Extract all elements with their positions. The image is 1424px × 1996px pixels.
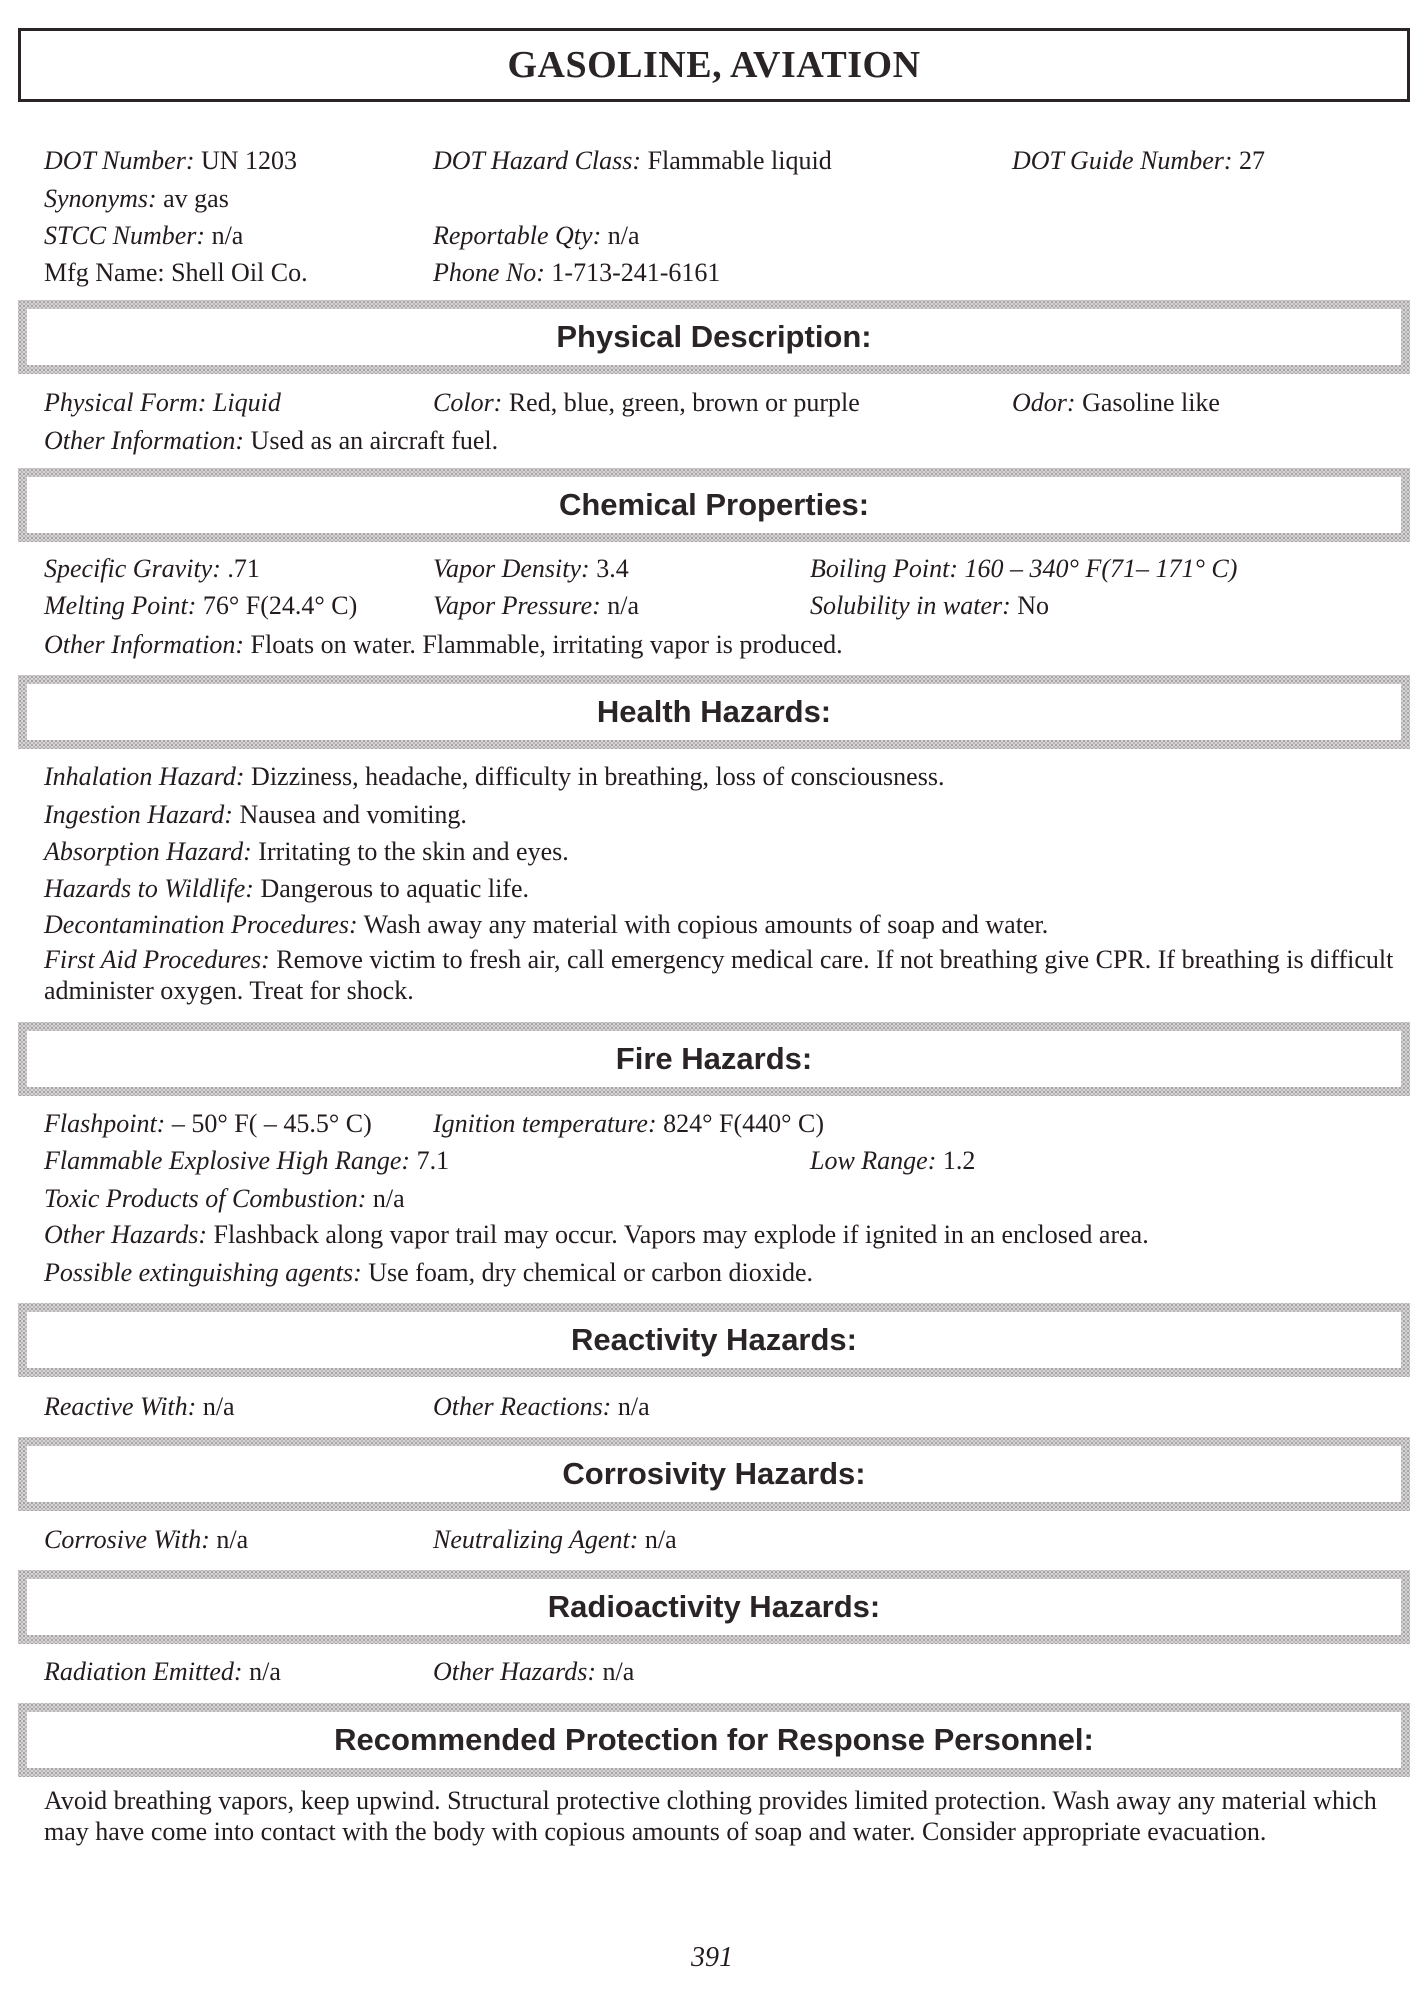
field-value: 27 xyxy=(1232,146,1266,175)
section-title: Fire Hazards: xyxy=(615,1041,813,1076)
high-range-field xyxy=(44,1145,449,1177)
section-header-radioactivity xyxy=(18,1570,1410,1644)
field-label: Other Information: xyxy=(44,426,245,455)
field-label: Neutralizing Agent: xyxy=(433,1525,639,1554)
field-label: Radiation Emitted: xyxy=(44,1657,243,1686)
dot-hazard-class-field xyxy=(433,145,832,177)
ignition-temperature-field xyxy=(433,1108,824,1140)
mfg-name-field xyxy=(44,257,308,289)
field-label: Ingestion Hazard: xyxy=(44,800,233,829)
section-header-reactivity xyxy=(18,1303,1410,1377)
phone-no-field xyxy=(433,257,720,289)
field-label: Other Information: xyxy=(44,630,245,659)
first-aid-field xyxy=(44,944,1396,1006)
field-label: Other Hazards: xyxy=(44,1220,207,1249)
field-label: Melting Point: xyxy=(44,591,197,620)
field-label: Color: xyxy=(433,388,503,417)
field-label: Flashpoint: xyxy=(44,1109,166,1138)
field-label: Phone No: xyxy=(433,258,545,287)
field-value: 3.4 xyxy=(589,554,629,583)
chemical-row-2 xyxy=(0,590,1424,622)
specific-gravity-field xyxy=(44,553,260,585)
field-value: n/a xyxy=(595,1657,635,1686)
section-header-protection xyxy=(18,1703,1410,1777)
section-title: Health Hazards: xyxy=(596,694,832,729)
field-value: 76° F(24.4° C) xyxy=(196,591,358,620)
title-box xyxy=(18,28,1410,102)
section-title: Corrosivity Hazards: xyxy=(562,1456,866,1491)
field-label: DOT Hazard Class: xyxy=(433,146,642,175)
field-label: Other Hazards: xyxy=(433,1657,596,1686)
color-field xyxy=(433,387,860,419)
radioactivity-row xyxy=(0,1656,1424,1688)
field-label: Vapor Pressure: xyxy=(433,591,601,620)
field-value: Irritating to the skin and eyes. xyxy=(251,837,569,866)
field-label: Ignition temperature: xyxy=(433,1109,657,1138)
field-label: Low Range: xyxy=(810,1146,937,1175)
corrosive-with-field xyxy=(44,1524,248,1556)
field-label: Vapor Density: xyxy=(433,554,590,583)
section-title: Chemical Properties: xyxy=(558,487,870,522)
field-value: Floats on water. Flammable, irritating vapor is produced. xyxy=(244,630,843,659)
field-value: n/a xyxy=(601,221,640,250)
dot-number-field xyxy=(44,145,297,177)
section-title: Recommended Protection for Response Personnel: xyxy=(334,1722,1094,1757)
field-value: Dangerous to aquatic life. xyxy=(253,874,530,903)
id-row-2 xyxy=(0,183,1424,215)
field-label: Other Reactions: xyxy=(433,1392,612,1421)
field-label: Synonyms: xyxy=(44,184,157,213)
field-label: Solubility in water: xyxy=(810,591,1011,620)
field-value: n/a xyxy=(638,1525,677,1554)
chemical-other-field xyxy=(44,629,843,661)
radioactivity-other-field xyxy=(433,1656,634,1688)
id-row-3 xyxy=(0,220,1424,252)
chemical-row-1 xyxy=(0,553,1424,585)
field-value: 824° F(440° C) xyxy=(656,1109,825,1138)
field-value: Dizziness, headache, difficulty in breathing, loss of consciousness. xyxy=(244,762,945,791)
neutralizing-agent-field xyxy=(433,1524,677,1556)
other-reactions-field xyxy=(433,1391,650,1423)
fire-other-hazards-field xyxy=(0,1219,1424,1251)
field-value: n/a xyxy=(242,1657,281,1686)
boiling-point-field xyxy=(810,553,1237,585)
page-number: 391 xyxy=(691,1942,733,1973)
low-range-field xyxy=(810,1145,975,1177)
section-header-health xyxy=(18,675,1410,749)
odor-field xyxy=(1012,387,1220,419)
page-title: GASOLINE, AVIATION xyxy=(507,44,921,86)
ingestion-hazard-field xyxy=(0,799,1424,831)
corrosivity-row xyxy=(0,1524,1424,1556)
section-title: Radioactivity Hazards: xyxy=(547,1589,881,1624)
vapor-density-field xyxy=(433,553,629,585)
stcc-number-field xyxy=(44,220,243,252)
field-value: – 50° F( – 45.5° C) xyxy=(165,1109,372,1138)
field-label: Mfg Name: xyxy=(44,258,165,287)
section-header-physical xyxy=(18,300,1410,374)
field-value: Flashback along vapor trail may occur. Vapors may explode if ignited in an enclosed area. xyxy=(206,1220,1149,1249)
section-header-fire xyxy=(18,1022,1410,1096)
field-label: Toxic Products of Combustion: xyxy=(44,1184,367,1213)
field-value: n/a xyxy=(366,1184,405,1213)
chemical-row-3 xyxy=(0,629,1424,661)
field-label: Possible extinguishing agents: xyxy=(44,1258,362,1287)
fire-row-2 xyxy=(0,1145,1424,1177)
field-value: Flammable liquid xyxy=(641,146,832,175)
id-row-1 xyxy=(0,145,1424,177)
physical-row-2 xyxy=(0,425,1424,457)
field-label: Odor: xyxy=(1012,388,1076,417)
field-value: Wash away any material with copious amounts of soap and water. xyxy=(357,910,1049,939)
field-label: Hazards to Wildlife: xyxy=(44,874,254,903)
field-value: Shell Oil Co. xyxy=(164,258,308,287)
extinguishing-agents-field xyxy=(0,1257,1424,1289)
toxic-products-field xyxy=(0,1183,1424,1215)
reactive-with-field xyxy=(44,1391,235,1423)
field-value: 7.1 xyxy=(410,1146,450,1175)
field-label: Inhalation Hazard: xyxy=(44,762,245,791)
field-value: UN 1203 xyxy=(194,146,298,175)
solubility-field xyxy=(810,590,1049,622)
field-value: .71 xyxy=(220,554,260,583)
field-label: DOT Guide Number: xyxy=(1012,146,1233,175)
field-value: n/a xyxy=(205,221,244,250)
field-label: Reactive With: xyxy=(44,1392,197,1421)
fire-row-1 xyxy=(0,1108,1424,1140)
melting-point-field xyxy=(44,590,357,622)
synonyms-field xyxy=(44,183,229,215)
physical-other-field xyxy=(44,425,498,457)
field-label: Reportable Qty: xyxy=(433,221,602,250)
section-header-chemical xyxy=(18,468,1410,542)
field-label: Specific Gravity: xyxy=(44,554,221,583)
field-label: Flammable Explosive High Range: xyxy=(44,1146,411,1175)
reactivity-row xyxy=(0,1391,1424,1423)
field-label: Boiling Point: 160 – 340° F(71– 171° C) xyxy=(810,554,1238,583)
field-label: Decontamination Procedures: xyxy=(44,910,358,939)
section-header-corrosivity xyxy=(18,1437,1410,1511)
flashpoint-field xyxy=(44,1108,372,1140)
field-label: First Aid Procedures: xyxy=(44,945,270,974)
id-row-4 xyxy=(0,257,1424,289)
vapor-pressure-field xyxy=(433,590,639,622)
field-value: Remove victim to fresh air, call emergency medical care. If not breathing give CPR. If breathing is difficult administer oxygen. Treat for shock. xyxy=(44,945,1394,1005)
field-value: Gasoline like xyxy=(1075,388,1220,417)
field-value: 1-713-241-6161 xyxy=(544,258,721,287)
field-value: 1.2 xyxy=(936,1146,976,1175)
field-label: Corrosive With: xyxy=(44,1525,210,1554)
inhalation-hazard-field xyxy=(0,761,1424,793)
field-value: n/a xyxy=(196,1392,235,1421)
section-title: Reactivity Hazards: xyxy=(570,1322,857,1357)
physical-row-1 xyxy=(0,387,1424,419)
dot-guide-number-field xyxy=(1012,145,1265,177)
field-value: Use foam, dry chemical or carbon dioxide. xyxy=(361,1258,813,1287)
field-value: Nausea and vomiting. xyxy=(232,800,467,829)
field-label: STCC Number: xyxy=(44,221,206,250)
field-label: Absorption Hazard: xyxy=(44,837,252,866)
field-value: n/a xyxy=(611,1392,650,1421)
wildlife-hazard-field xyxy=(0,873,1424,905)
field-value: Red, blue, green, brown or purple xyxy=(502,388,860,417)
field-value: av gas xyxy=(156,184,229,213)
protection-text: Avoid breathing vapors, keep upwind. Structural protective clothing provides limited protection. Wash away any material which may have come into contact with the body with copious amounts of soap and water. Consider appropriate evacuation. xyxy=(44,1786,1377,1846)
radiation-emitted-field xyxy=(44,1656,281,1688)
field-value: n/a xyxy=(600,591,640,620)
field-value: No xyxy=(1010,591,1050,620)
section-title: Physical Description: xyxy=(556,319,872,354)
physical-form-field xyxy=(44,387,281,419)
absorption-hazard-field xyxy=(0,836,1424,868)
field-value: Used as an aircraft fuel. xyxy=(244,426,499,455)
field-label: DOT Number: xyxy=(44,146,195,175)
decontamination-field xyxy=(0,909,1424,941)
field-label: Physical Form: Liquid xyxy=(44,388,281,417)
field-value: n/a xyxy=(209,1525,249,1554)
reportable-qty-field xyxy=(433,220,640,252)
